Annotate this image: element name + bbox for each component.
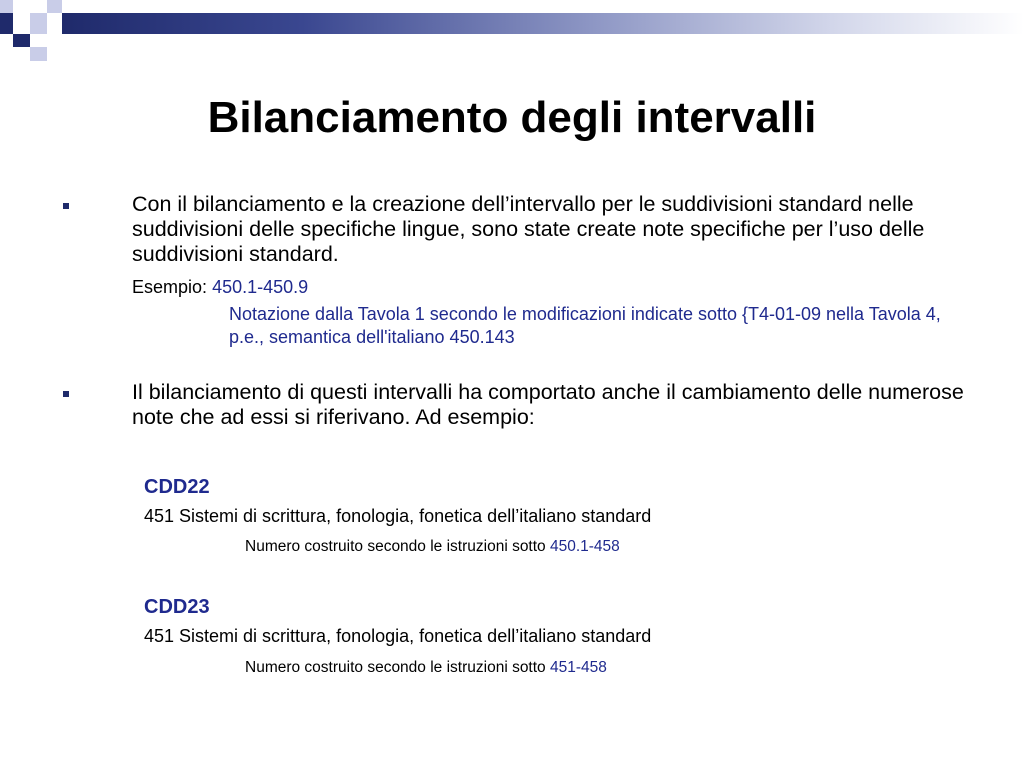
header-square: [0, 13, 13, 34]
edition-label: CDD22: [144, 476, 210, 498]
edition-entry: 451 Sistemi di scrittura, fonologia, fonetica dell’italiano standard: [144, 626, 652, 646]
bullet-square-icon: [63, 203, 69, 209]
header-square: [30, 13, 47, 34]
edition-label: CDD23: [144, 596, 210, 618]
bullet-square-icon: [63, 391, 69, 397]
header-square: [13, 13, 30, 34]
edition-note-text: Numero costruito secondo le istruzioni sotto: [245, 538, 546, 555]
edition-note: [245, 537, 620, 557]
example-label: Esempio:: [132, 277, 208, 297]
edition-note-text: Numero costruito secondo le istruzioni sotto: [245, 659, 546, 676]
bullet-text: Con il bilanciamento e la creazione dell’intervallo per le suddivisioni standard nelle suddivisioni delle specifiche lingue, sono state create note specifiche per l’uso delle suddivisioni standard.: [132, 192, 925, 266]
header-square: [30, 47, 47, 61]
edition-entry: 451 Sistemi di scrittura, fonologia, fonetica dell’italiano standard: [144, 506, 652, 526]
bullet-text: Il bilanciamento di questi intervalli ha comportato anche il cambiamento delle numerose note che ad essi si riferivano. Ad esempio:: [132, 380, 964, 429]
edition-note: [245, 658, 607, 678]
header-square: [47, 0, 62, 13]
example-note: Notazione dalla Tavola 1 secondo le modificazioni indicate sotto {T4-01-09 nella Tavola 4, p.e., semantica dell'italiano 450.143: [229, 304, 941, 347]
example-line: [132, 275, 308, 299]
header-square: [0, 0, 13, 13]
slide-title: Bilanciamento degli intervalli: [207, 93, 817, 142]
header-gradient-bar: [62, 13, 1024, 34]
example-value: 450.1-450.9: [212, 277, 309, 297]
edition-note-ref: 450.1-458: [549, 538, 620, 555]
header-square: [47, 13, 62, 34]
header-square: [30, 34, 47, 47]
header-square: [13, 34, 30, 47]
header-square: [13, 0, 30, 13]
edition-note-ref: 451-458: [549, 659, 607, 676]
